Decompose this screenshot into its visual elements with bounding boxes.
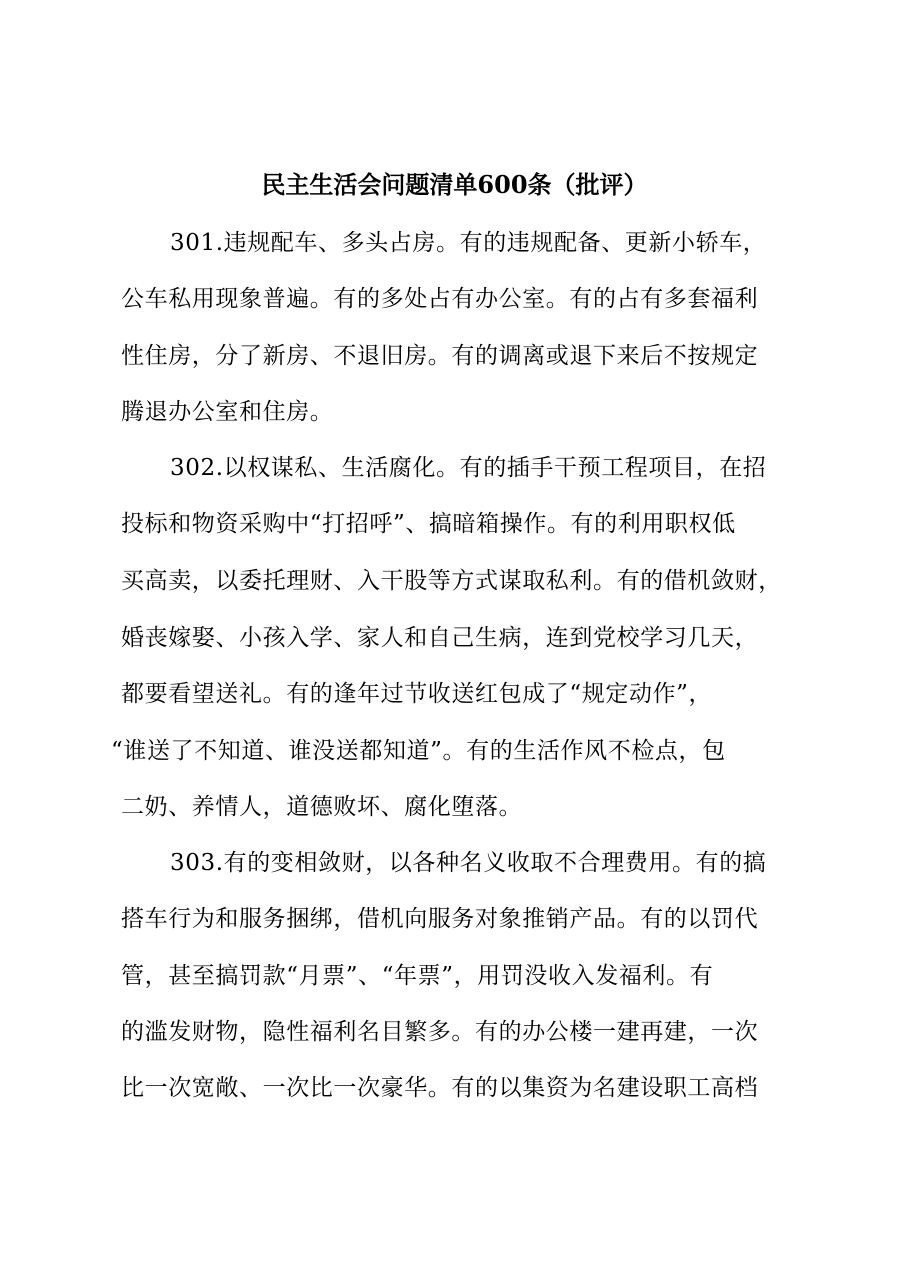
paragraph-301-line-2: 公车私用现象普遍。有的多处占有办公室。有的占有多套福利	[121, 286, 759, 312]
paragraph-303-line-5: 比一次宽敞、一次比一次豪华。有的以集资为名建设职工高档	[121, 1075, 759, 1101]
paragraph-302-line-3: 买高卖，以委托理财、入干股等方式谋取私利。有的借机敛财，	[121, 568, 782, 594]
paragraph-303-line-2: 搭车行为和服务捆绑，借机向服务对象推销产品。有的以罚代	[121, 906, 759, 932]
paragraph-303-line-1: 303.有的变相敛财，以各种名义收取不合理费用。有的搞	[170, 850, 767, 876]
paragraph-303-line-3: 管，甚至搞罚款“月票”、“年票”，用罚没收入发福利。有	[121, 963, 714, 989]
paragraph-301-line-3: 性住房，分了新房、不退旧房。有的调离或退下来后不按规定	[121, 343, 759, 369]
paragraph-302-line-4: 婚丧嫁娶、小孩入学、家人和自己生病，连到党校学习几天，	[121, 625, 759, 651]
paragraph-302-line-5: 都要看望送礼。有的逢年过节收送红包成了“规定动作”，	[121, 681, 713, 707]
paragraph-302-line-7: 二奶、养情人，道德败坏、腐化堕落。	[121, 794, 523, 820]
paragraph-302-line-1: 302.以权谋私、生活腐化。有的插手干预工程项目，在招	[170, 455, 767, 481]
document-title: 民主生活会问题清单600条（批评）	[261, 170, 648, 199]
paragraph-301-line-1: 301.违规配车、多头占房。有的违规配备、更新小轿车，	[170, 230, 767, 256]
paragraph-302-line-2: 投标和物资采购中“打招呼”、搞暗箱操作。有的利用职权低	[121, 511, 736, 537]
paragraph-301-line-4: 腾退办公室和住房。	[121, 399, 334, 425]
paragraph-302-line-6: “谁送了不知道、谁没送都知道”。有的生活作风不检点，包	[111, 738, 726, 764]
paragraph-303-line-4: 的滥发财物，隐性福利名目繁多。有的办公楼一建再建，一次	[121, 1019, 759, 1045]
